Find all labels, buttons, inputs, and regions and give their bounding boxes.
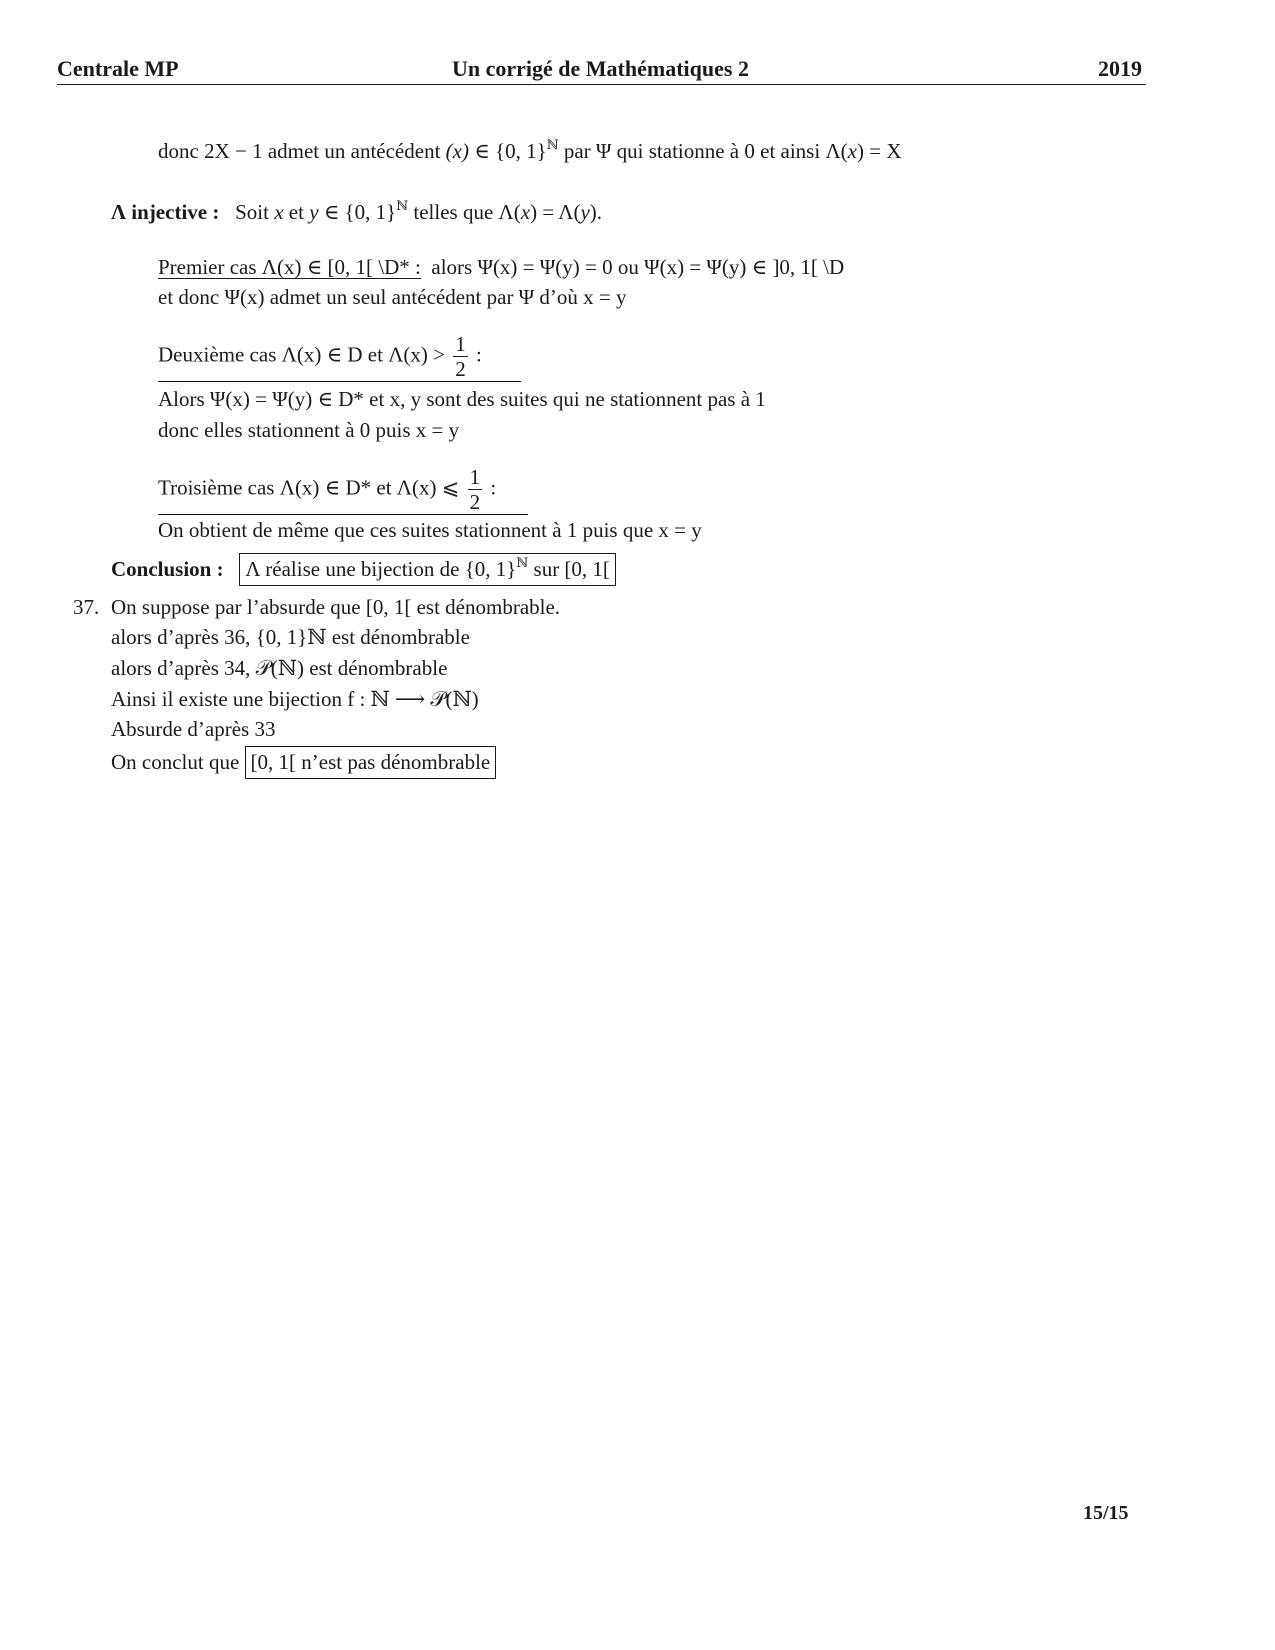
case2-title [158,333,482,380]
case1-line1 [158,257,844,278]
case1-title: Premier cas Λ(x) ∈ [0, 1[ \D* : [158,255,421,279]
text-fragment: ). [589,200,603,224]
fraction-numerator: 1 [469,465,481,489]
fraction-denominator: 2 [469,490,481,515]
case3-line1: On obtient de même que ces suites stationnent à 1 puis que x = y [158,518,702,542]
case1-line2: et donc Ψ(x) admet un seul antécédent par Ψ d’où x = y [158,285,627,309]
injective-label: Λ injective : [111,200,220,224]
text-fragment: sur [0, 1[ [528,557,610,581]
text-fragment: ) = Λ( [530,200,581,224]
superscript-n: ℕ [546,137,559,152]
math-x-paren: (x) [445,139,469,163]
conclusion-boxed-result [239,553,616,586]
q37-line: alors d’après 36, {0, 1}ℕ est dénombrable [111,625,470,649]
header-right: 2019 [1098,56,1142,81]
q37-line: Absurde d’après 33 [111,717,276,741]
text-fragment: Λ réalise une bijection de {0, 1} [245,557,517,581]
superscript-n: ℕ [516,555,529,570]
text-fragment: ∈ {0, 1} [318,200,397,224]
case1-text: alors Ψ(x) = Ψ(y) = 0 ou Ψ(x) = Ψ(y) ∈ ]0, 1[ \D [431,255,845,279]
header-left: Centrale MP [57,56,179,81]
case2-line2: donc elles stationnent à 0 puis x = y [158,418,460,442]
case2-title-underline [158,381,521,382]
q37-line: Ainsi il existe une bijection f : ℕ ⟶ 𝒫(ℕ) [111,687,479,711]
question-number: 37. [73,595,100,619]
q37-line: alors d’après 34, 𝒫(ℕ) est dénombrable [111,656,448,680]
colon: : [476,342,482,367]
text-fragment: et [283,200,310,224]
colon: : [490,475,497,500]
fraction-one-half [453,333,468,380]
text-fragment: par Ψ qui stationne à 0 et ainsi Λ( [558,139,848,163]
text-fragment: ) = X [857,139,902,163]
case2-title-text: Deuxième cas Λ(x) ∈ D et Λ(x) > [158,342,445,367]
math-x: x [520,200,531,224]
text-fragment: donc 2X − 1 admet un antécédent [158,139,446,163]
header-center: Un corrigé de Mathématiques 2 [452,56,749,81]
conclusion-label: Conclusion : [111,557,224,581]
superscript-n: ℕ [396,198,409,213]
q37-line: On suppose par l’absurde que [0, 1[ est dénombrable. [111,595,561,619]
injective-line [111,199,602,223]
final-boxed-result: [0, 1[ n’est pas dénombrable [245,746,497,779]
math-x: x [847,139,857,163]
header-rule [57,84,1146,85]
fraction-one-half [468,466,483,513]
text-fragment: Soit [235,200,275,224]
case3-title [158,466,496,513]
text-fragment: ∈ {0, 1} [468,139,547,163]
text-fragment: telles que Λ( [408,200,521,224]
math-y: y [309,200,319,224]
page-number: 15/15 [1083,1502,1129,1524]
case3-title-underline [158,514,528,515]
conclusion-line [111,556,616,580]
surjective-conclusion-line [158,138,902,162]
fraction-denominator: 2 [455,357,466,382]
case3-title-text: Troisième cas Λ(x) ∈ D* et Λ(x) ⩽ [158,475,460,500]
fraction-numerator: 1 [455,332,466,356]
final-prefix: On conclut que [111,750,240,774]
math-x: x [274,200,284,224]
math-y: y [580,200,590,224]
case2-line1: Alors Ψ(x) = Ψ(y) ∈ D* et x, y sont des suites qui ne stationnent pas à 1 [158,387,766,411]
q37-final-line [111,752,496,773]
